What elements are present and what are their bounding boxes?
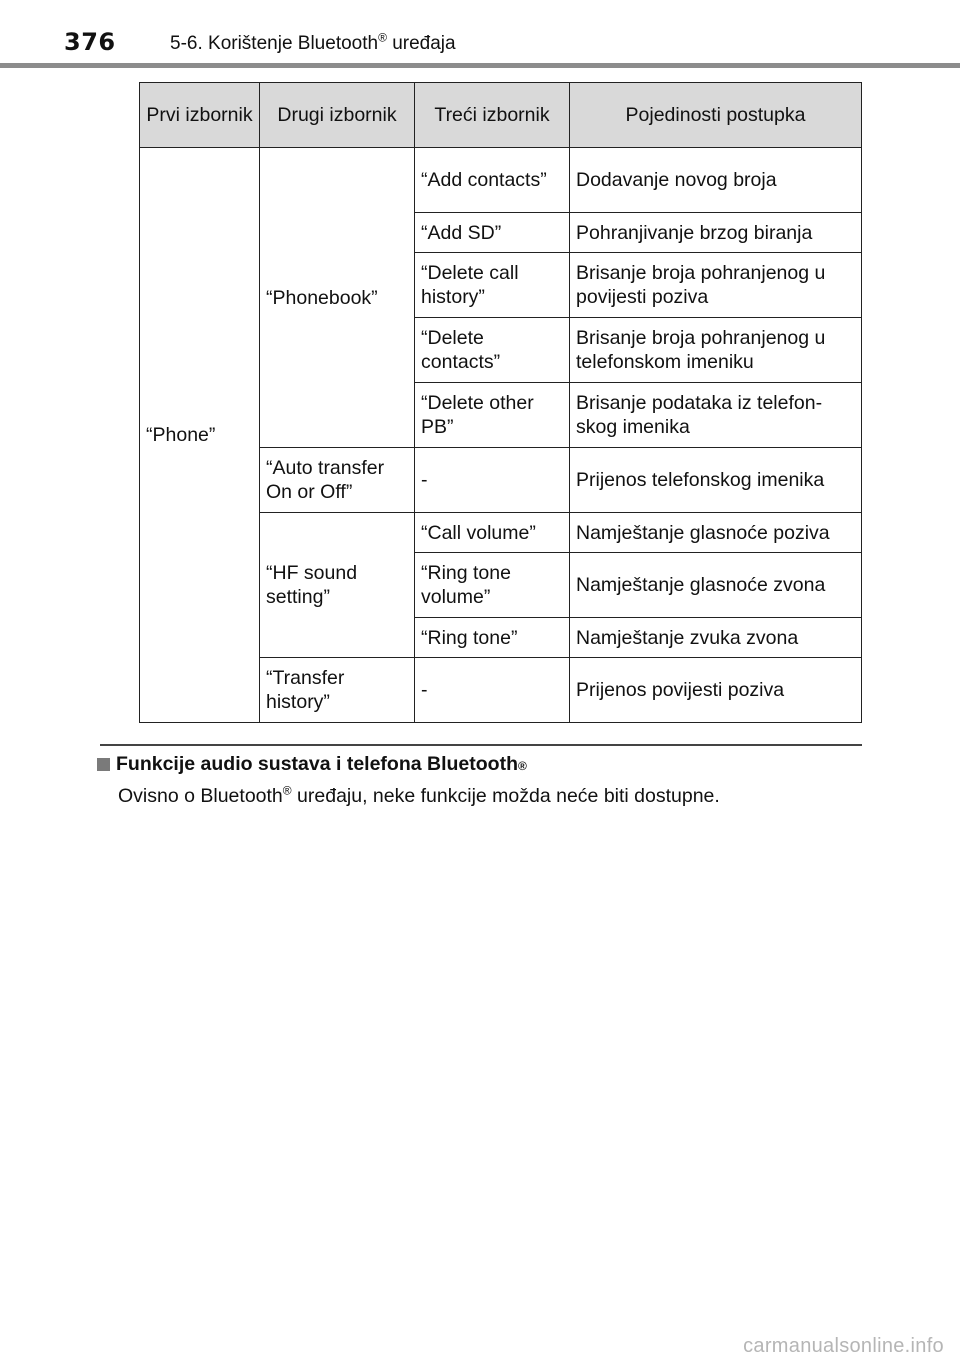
- section-title-text: 5-6. Korištenje Bluetooth: [170, 33, 379, 54]
- section-title-end: uređaja: [386, 33, 456, 54]
- registered-mark: ®: [378, 30, 387, 45]
- details-cell: Prijenos telefonskog imenika: [570, 448, 862, 513]
- details-cell: Brisanje podataka iz telefon-skog imenika: [570, 383, 862, 448]
- third-menu-cell: “Add SD”: [415, 213, 570, 253]
- header-second-menu: Drugi izbornik: [260, 83, 415, 148]
- section-divider: [100, 744, 862, 746]
- details-cell: Prijenos povijesti poziva: [570, 658, 862, 723]
- third-menu-cell: “Ring tone volume”: [415, 553, 570, 618]
- third-menu-cell: “Add contacts”: [415, 148, 570, 213]
- body-text-start: Ovisno o Bluetooth: [118, 785, 283, 807]
- second-menu-hf-sound: “HF sound setting”: [260, 513, 415, 658]
- third-menu-cell: “Delete call history”: [415, 253, 570, 318]
- details-cell: Brisanje broja pohranjenog u povijesti poziva: [570, 253, 862, 318]
- second-menu-auto-transfer: “Auto transfer On or Off”: [260, 448, 415, 513]
- body-text-end: uređaju, neke funkcije možda neće biti dostupne.: [291, 785, 720, 807]
- table-header-row: [140, 83, 862, 148]
- details-cell: Namještanje glasnoće poziva: [570, 513, 862, 553]
- header-rule: [0, 63, 960, 68]
- details-cell: Namještanje zvuka zvona: [570, 618, 862, 658]
- page-number: 376: [64, 28, 116, 56]
- header-first-menu: Prvi izbornik: [140, 83, 260, 148]
- square-bullet-icon: [97, 758, 110, 771]
- third-menu-cell: -: [415, 658, 570, 723]
- third-menu-cell: “Delete contacts”: [415, 318, 570, 383]
- menu-table: [139, 82, 862, 723]
- details-cell: Pohranjivanje brzog biranja: [570, 213, 862, 253]
- table-row: [140, 148, 862, 213]
- first-menu-phone: “Phone”: [140, 148, 260, 723]
- header-third-menu: Treći izbornik: [415, 83, 570, 148]
- third-menu-cell: “Call volume”: [415, 513, 570, 553]
- details-cell: Namještanje glasnoće zvona: [570, 553, 862, 618]
- header-details: Pojedinosti postupka: [570, 83, 862, 148]
- second-menu-transfer-history: “Transfer history”: [260, 658, 415, 723]
- sub-heading-text: Funkcije audio sustava i telefona Bluetooth: [116, 753, 518, 775]
- body-text: [118, 785, 720, 808]
- third-menu-cell: “Ring tone”: [415, 618, 570, 658]
- details-cell: Dodavanje novog broja: [570, 148, 862, 213]
- third-menu-cell: -: [415, 448, 570, 513]
- section-title: [170, 30, 456, 55]
- details-cell: Brisanje broja pohranjenog u telefonskom imeniku: [570, 318, 862, 383]
- registered-mark: ®: [282, 783, 292, 798]
- second-menu-phonebook: “Phonebook”: [260, 148, 415, 448]
- third-menu-cell: “Delete other PB”: [415, 383, 570, 448]
- watermark: carmanualsonline.info: [743, 1335, 944, 1357]
- sub-heading: Funkcije audio sustava i telefona Bluetooth ®: [97, 753, 527, 776]
